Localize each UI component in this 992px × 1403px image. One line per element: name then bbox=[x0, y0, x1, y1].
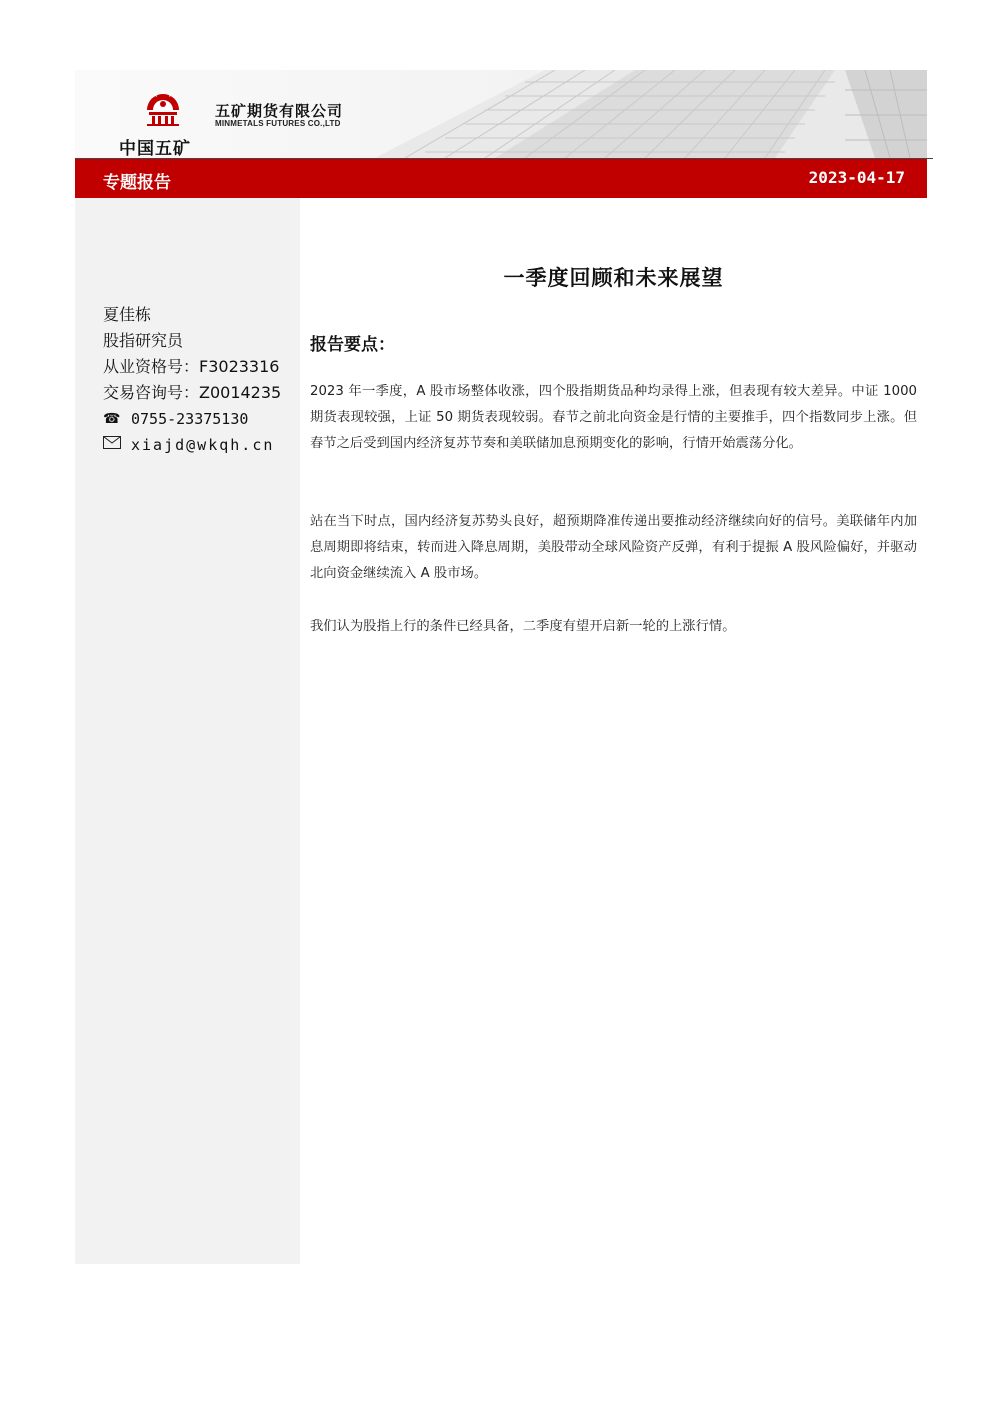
summary-paragraph-2: 站在当下时点，国内经济复苏势头良好，超预期降准传递出要推动经济继续向好的信号。美联储年内加息周期即将结束，转而进入降息周期，美股带动全球风险资产反弹，有利于提振 A 股风险偏好，并驱动北向资金继续流入 A 股市场。 bbox=[310, 514, 917, 581]
brand-logo-text: 中国五矿 bbox=[119, 139, 191, 158]
report-title: 一季度回顾和未来展望 bbox=[503, 266, 724, 290]
minmetals-emblem-icon bbox=[141, 84, 185, 128]
author-info bbox=[103, 302, 281, 458]
company-name-cn: 五矿期货有限公司 bbox=[215, 102, 344, 120]
report-banner bbox=[75, 159, 927, 198]
author-phone: 0755-23375130 bbox=[131, 410, 249, 428]
author-phone-row bbox=[103, 406, 281, 432]
author-role: 股指研究员 bbox=[103, 331, 184, 350]
author-consulting-number: 交易咨询号：Z0014235 bbox=[103, 383, 282, 402]
author-qualification: 从业资格号：F3023316 bbox=[103, 357, 280, 376]
author-sidebar bbox=[75, 198, 300, 1264]
envelope-icon bbox=[103, 432, 123, 458]
report-type-label: 专题报告 bbox=[103, 173, 171, 193]
author-email-row bbox=[103, 432, 281, 458]
author-name: 夏佳栋 bbox=[103, 305, 152, 324]
report-date: 2023-04-17 bbox=[808, 168, 905, 187]
company-name-en: MINMETALS FUTURES CO.,LTD bbox=[215, 119, 341, 128]
phone-icon: ☎ bbox=[103, 411, 121, 427]
keypoints-heading: 报告要点： bbox=[310, 335, 395, 355]
author-email[interactable]: xiajd@wkqh.cn bbox=[131, 436, 275, 454]
summary-paragraph-3: 我们认为股指上行的条件已经具备，二季度有望开启新一轮的上涨行情。 bbox=[310, 619, 736, 634]
summary-paragraph-1: 2023 年一季度，A 股市场整体收涨，四个股指期货品种均录得上涨，但表现有较大差异。中证 1000 期货表现较强，上证 50 期货表现较弱。春节之前北向资金是行情的主要推手，四个指数同步上涨。但春节之后受到国内经济复苏节奏和美联储加息预期变化的影响，行情开始震荡分化。 bbox=[310, 384, 917, 451]
company-logo bbox=[115, 84, 415, 158]
report-header bbox=[75, 70, 927, 158]
